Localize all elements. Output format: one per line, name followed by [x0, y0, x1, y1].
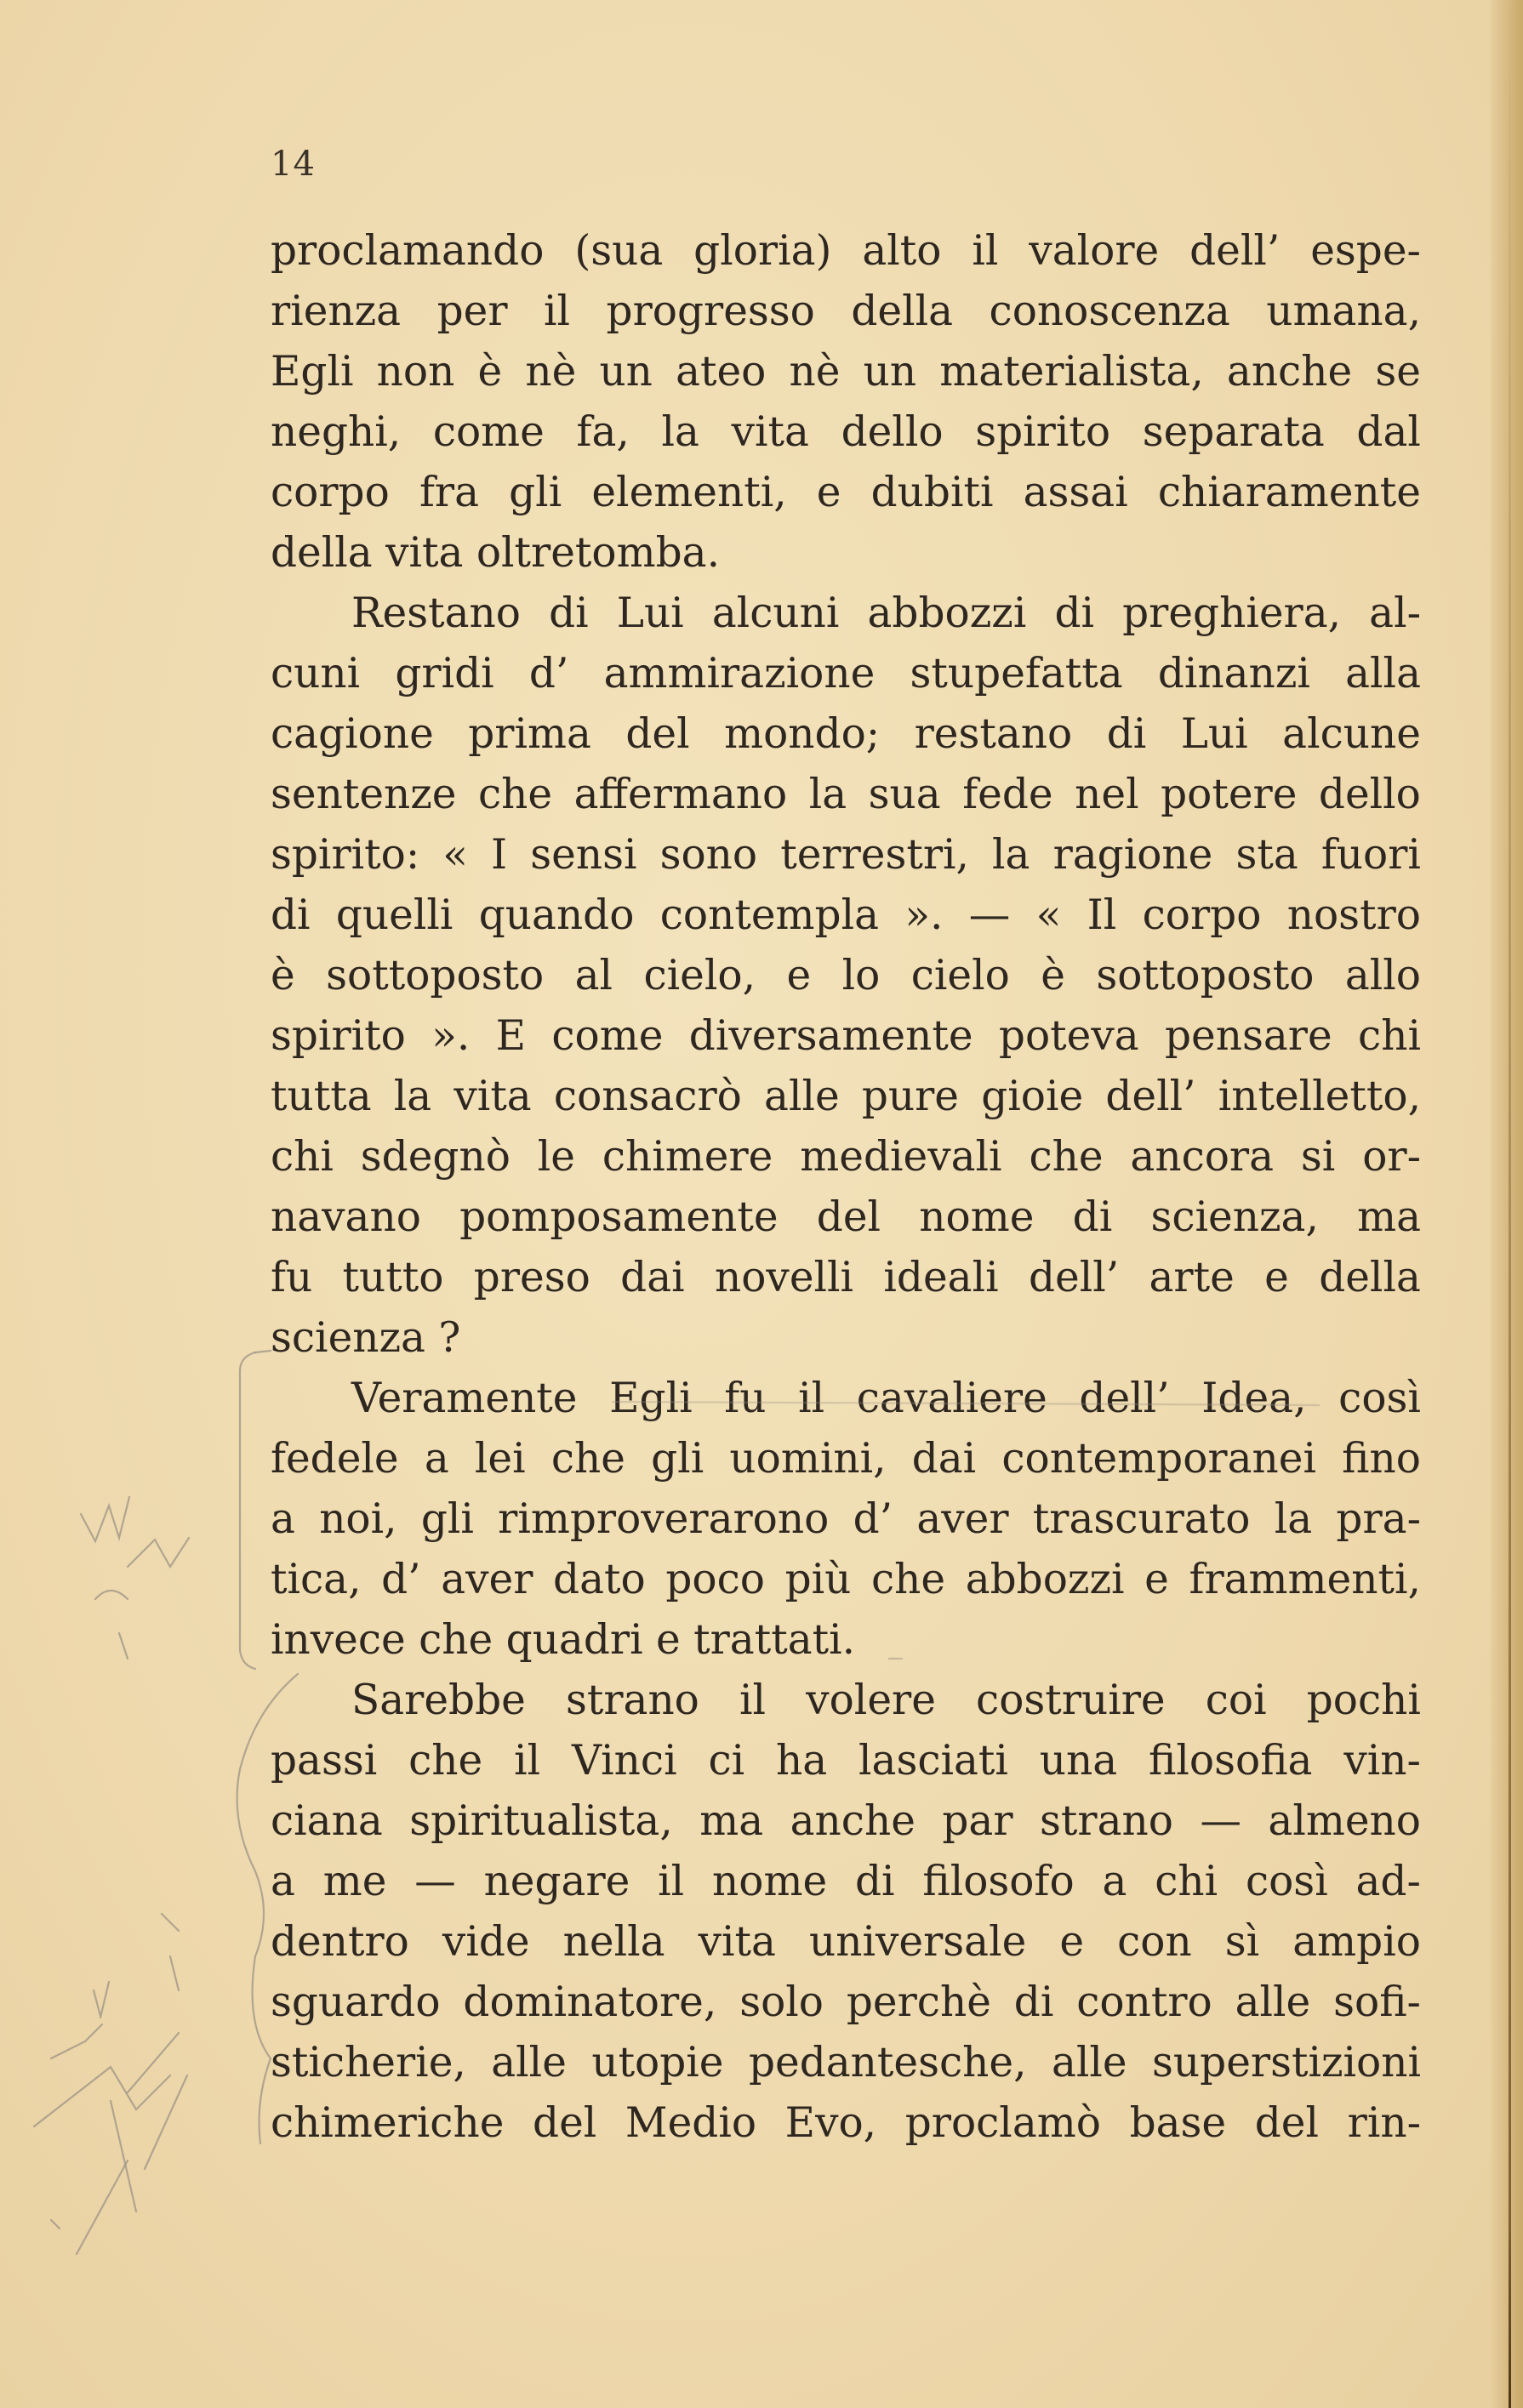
text-line: fu tutto preso dai novelli ideali dell’ arte e della: [271, 1254, 1421, 1301]
text-line: fedele a lei che gli uomini, dai contemporanei fino: [271, 1435, 1421, 1483]
text-line: sticherie, alle utopie pedantesche, alle superstizioni: [271, 2039, 1421, 2086]
page-number: 14: [271, 145, 316, 184]
text-line: tica, d’ aver dato poco più che abbozzi e frammenti,: [271, 1556, 1421, 1603]
text-line: cagione prima del mondo; restano di Lui alcune: [271, 710, 1421, 758]
text-line: ciana spiritualista, ma anche par strano — almeno: [271, 1797, 1421, 1845]
text-line: chimeriche del Medio Evo, proclamò base del rin-: [271, 2099, 1421, 2147]
text-line: tutta la vita consacrò alle pure gioie dell’ intelletto,: [271, 1073, 1421, 1120]
text-line: proclamando (sua gloria) alto il valore dell’ espe-: [271, 227, 1421, 275]
text-line: Veramente Egli fu il cavaliere dell’ Idea, così: [351, 1375, 1421, 1422]
body-text: [271, 221, 1421, 2154]
text-line: navano pomposamente del nome di scienza, ma: [271, 1193, 1421, 1241]
text-line: cuni gridi d’ ammirazione stupefatta dinanzi alla: [271, 650, 1421, 697]
text-line: chi sdegnò le chimere medievali che ancora si or-: [271, 1133, 1421, 1181]
text-line: a noi, gli rimproverarono d’ aver trascurato la pra-: [271, 1495, 1421, 1543]
text-line: a me — negare il nome di filosofo a chi così ad-: [271, 1858, 1421, 1905]
text-line: invece che quadri e trattati.: [271, 1616, 856, 1664]
text-line: Sarebbe strano il volere costruire coi pochi: [351, 1676, 1421, 1724]
text-line: è sottoposto al cielo, e lo cielo è sottoposto allo: [271, 952, 1421, 999]
text-line: sguardo dominatore, solo perchè di contro alle sofi-: [271, 1978, 1421, 2026]
text-line: corpo fra gli elementi, e dubiti assai chiaramente: [271, 469, 1421, 516]
binding-shadow: [1509, 0, 1511, 2408]
text-line: sentenze che affermano la sua fede nel potere dello: [271, 771, 1421, 818]
page-edge: [1491, 0, 1523, 2408]
text-line: Restano di Lui alcuni abbozzi di preghiera, al-: [351, 589, 1421, 637]
text-line: rienza per il progresso della conoscenza umana,: [271, 287, 1421, 335]
text-line: di quelli quando contempla ». — « Il corpo nostro: [271, 891, 1421, 939]
text-line: scienza ?: [271, 1314, 461, 1362]
text-line: spirito: « I sensi sono terrestri, la ragione sta fuori: [271, 831, 1421, 879]
text-line: neghi, come fa, la vita dello spirito separata dal: [271, 408, 1421, 456]
text-line: dentro vide nella vita universale e con sì ampio: [271, 1918, 1421, 1966]
text-line: spirito ». E come diversamente poteva pensare chi: [271, 1012, 1421, 1060]
text-line: della vita oltretomba.: [271, 529, 720, 577]
text-line: Egli non è nè un ateo nè un materialista, anche se: [271, 348, 1421, 396]
text-line: passi che il Vinci ci ha lasciati una filosofia vin-: [271, 1737, 1421, 1785]
